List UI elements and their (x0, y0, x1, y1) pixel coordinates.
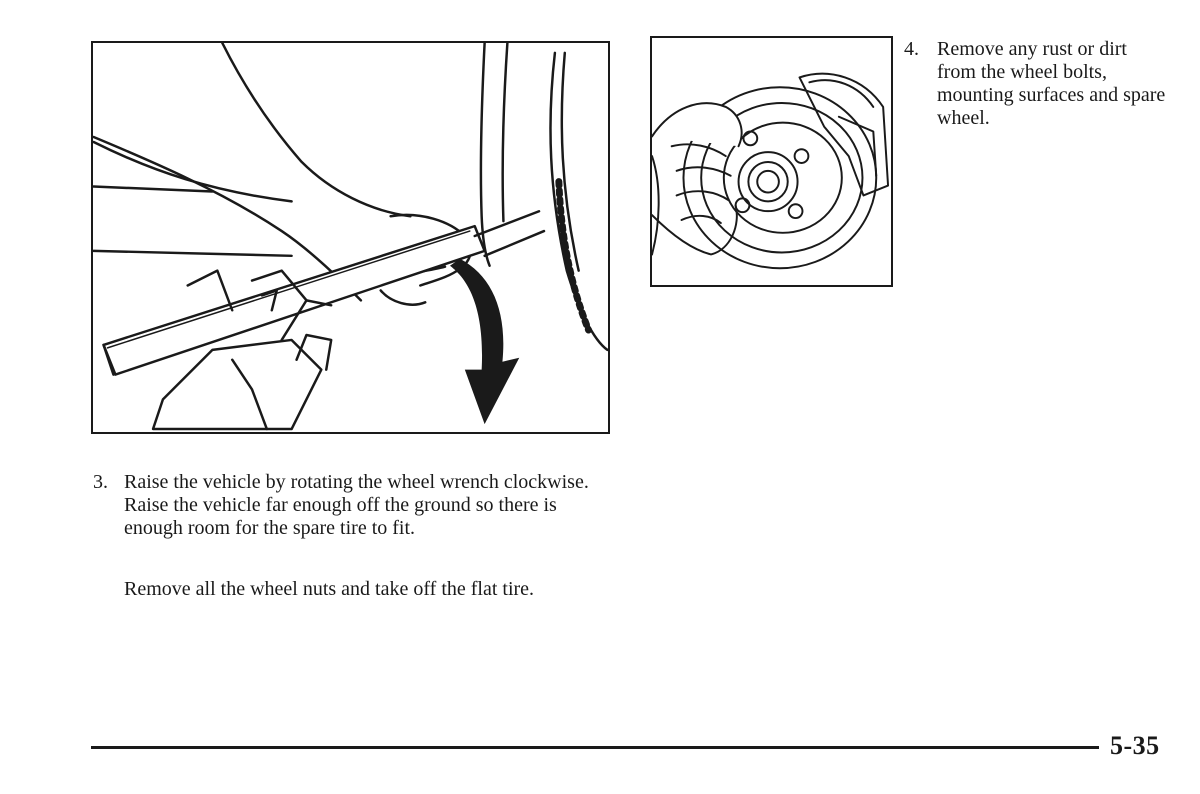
jack-illustration (91, 41, 610, 434)
step-text: Raise the vehicle by rotating the wheel wrench clockwise. Raise the vehicle far enough off the ground so there is enough room for the spare tire to fit. (124, 471, 589, 539)
page-number: 5-35 (1110, 731, 1160, 760)
hub-drawing (652, 38, 891, 285)
step-3-followup: Remove all the wheel nuts and take off the flat tire. (124, 578, 535, 600)
jack-drawing (93, 43, 608, 432)
step-text: Remove any rust or dirt from the wheel bolts, mounting surfaces and spare wheel. (937, 38, 1166, 129)
step-number: 3. (93, 471, 108, 493)
footer-rule (91, 746, 1099, 749)
step-number: 4. (904, 38, 919, 60)
wheel-hub-illustration (650, 36, 893, 287)
